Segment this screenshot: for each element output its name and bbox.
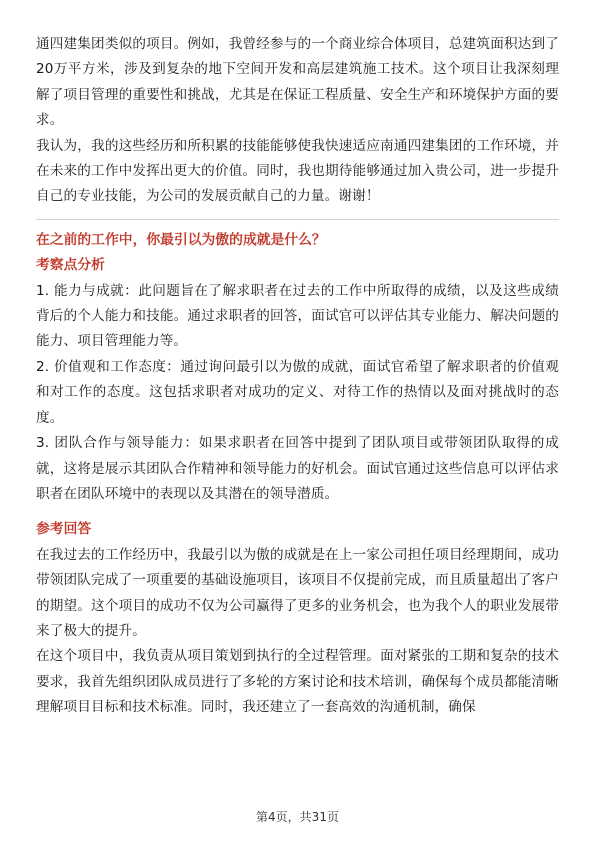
- intro-paragraph: 通四建集团类似的项目。例如，我曾经参与的一个商业综合体项目，总建筑面积达到了20万平方米，涉及到复杂的地下空间开发和高层建筑施工技术。这个项目让我深刻理解了项目管理的重要性和挑战，尤其是在保证工程质量、安全生产和环境保护方面的要求。: [36, 36, 559, 129]
- answer-paragraph: 在我过去的工作经历中，我最引以为傲的成就是在上一家公司担任项目经理期间，成功带领团队完成了一项重要的基础设施项目，该项目不仅提前完成，而且质量超出了客户的期望。这个项目的成功不仅为公司赢得了更多的业务机会，也为我个人的职业发展带来了极大的提升。: [36, 546, 559, 639]
- question-heading: 在之前的工作中，你最引以为傲的成就是什么？: [36, 231, 326, 248]
- intro-paragraph: 我认为，我的这些经历和所积累的技能能够使我快速适应南通四建集团的工作环境，并在未来的工作中发挥出更大的价值。同时，我也期待能够通过加入贵公司，进一步提升自己的专业技能，为公司的发展贡献自己的力量。谢谢！: [36, 137, 559, 205]
- analysis-point: 1. 能力与成就：此问题旨在了解求职者在过去的工作中所取得的成绩，以及这些成绩背后的个人能力和技能。通过求职者的回答，面试官可以评估其专业能力、解决问题的能力、项目管理能力等。: [36, 282, 559, 350]
- answer-section: [36, 543, 559, 721]
- section-divider: [36, 219, 559, 220]
- analysis-point: 2. 价值观和工作态度：通过询问最引以为傲的成就，面试官希望了解求职者的价值观和对工作的态度。这包括求职者对成功的定义、对待工作的热情以及面对挑战时的态度。: [36, 358, 559, 426]
- answer-paragraph: 在这个项目中，我负责从项目策划到执行的全过程管理。面对紧张的工期和复杂的技术要求，我首先组织团队成员进行了多轮的方案讨论和技术培训，确保每个成员都能清晰理解项目目标和技术标准。同时，我还建立了一套高效的沟通机制，确保: [36, 648, 559, 716]
- document-page: [36, 32, 559, 721]
- intro-section: [36, 32, 559, 210]
- answer-heading: 参考回答: [36, 521, 92, 538]
- analysis-heading: 考察点分析: [36, 257, 105, 274]
- analysis-point: 3. 团队合作与领导能力：如果求职者在回答中提到了团队项目或带领团队取得的成就，这将是展示其团队合作精神和领导能力的好机会。面试官通过这些信息可以评估求职者在团队环境中的表现以及其潜在的领导潜质。: [36, 435, 559, 502]
- analysis-points: [36, 279, 559, 508]
- page-footer: 第4页，共31页: [256, 810, 339, 824]
